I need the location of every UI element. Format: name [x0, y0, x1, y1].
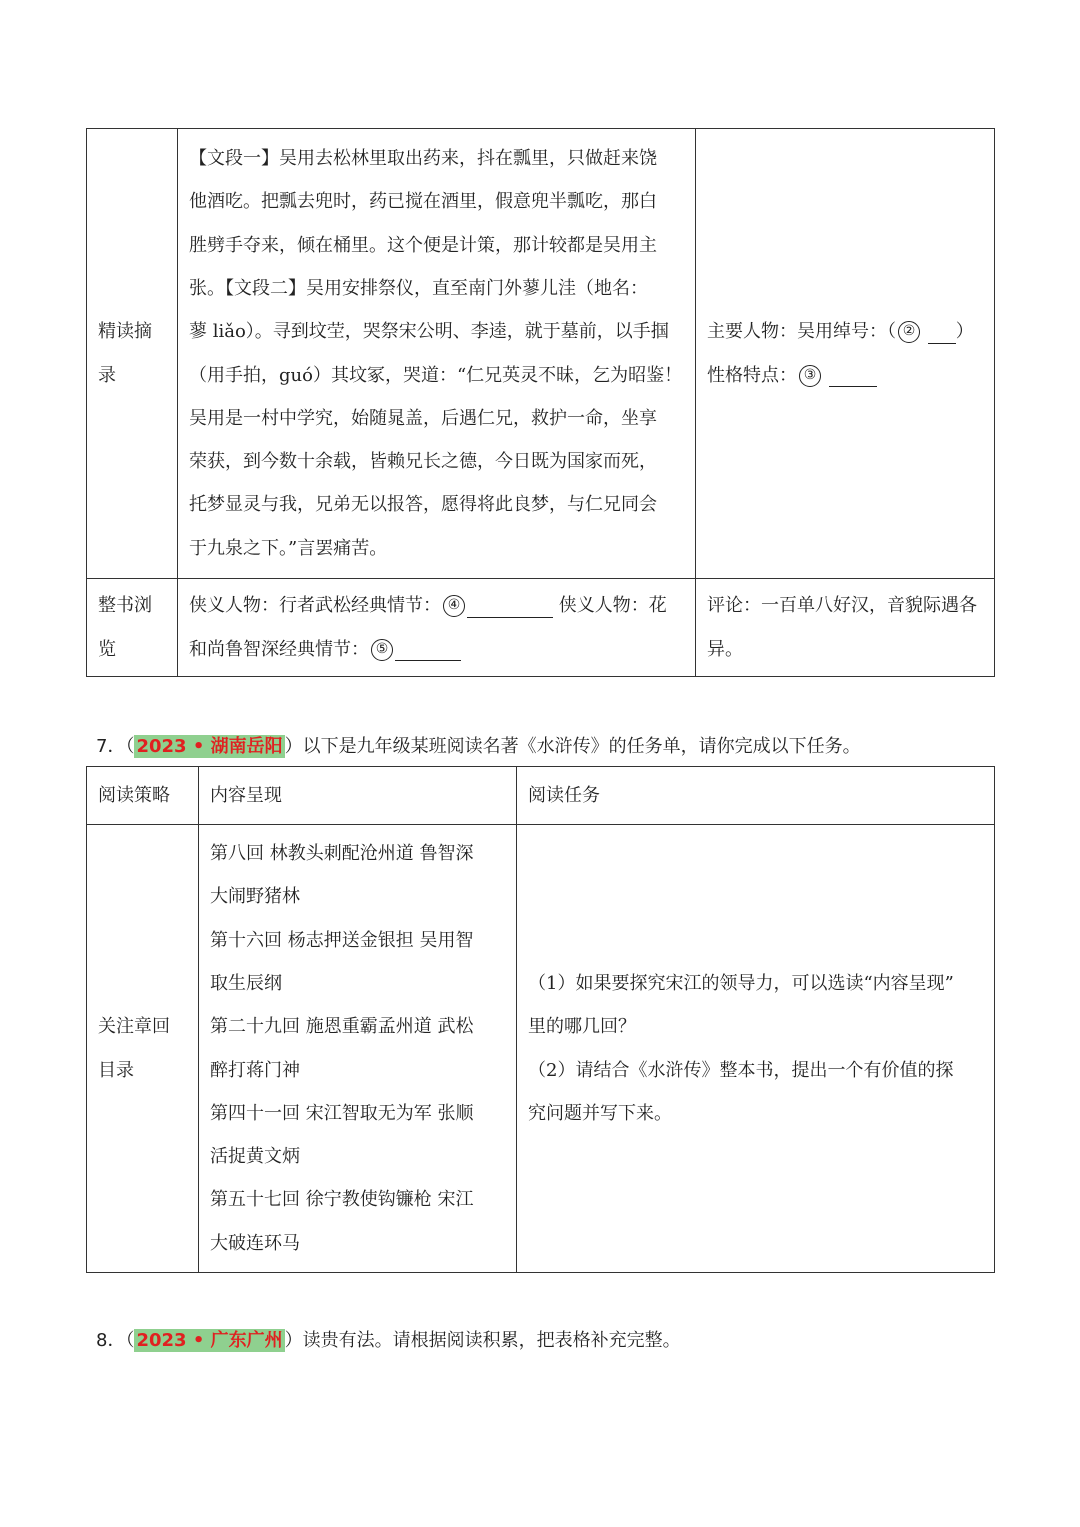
source-tag: 2023 • 湖南岳阳 — [136, 736, 283, 757]
excerpt-text: 【文段一】吴用去松林里取出药来，抖在瓢里，只做赶来饶 他酒吃。把瓢去兜时，药已搅在酒里，假意兜半瓢吃，那白 胜劈手夺来，倾在桶里。这个便是计策，那计较都是吴用主 张。【文段二】吴用安排祭仪，直至南门外蓼儿洼（地名： 蓼 liǎo）。寻到坟茔，哭祭宋公明、李逵，就于墓前，以手掴 （用手拍，guó）其坟冢，哭道：“仁兄英灵不昧，乞为昭鉴！ 吴用是一村中学究，始随晁盖，后遇仁兄，救护一命，坐享 荣获，到今数十余载，皆赖兄长之德，今日既为国家而死， 托梦显灵与我，兄弟无以报答，愿得将此良梦，与仁兄同会 于九泉之下。”言罢痛苦。 — [178, 129, 696, 579]
source-tag: 2023 • 广东广州 — [136, 1330, 283, 1351]
answer-blank[interactable] — [928, 321, 956, 344]
table-header-row — [87, 767, 995, 825]
circled-number: ② — [898, 321, 920, 343]
answer-blank[interactable] — [467, 595, 553, 618]
task-table — [86, 766, 995, 1273]
task-cell — [696, 129, 995, 579]
row-label: 整书浏 览 — [87, 579, 178, 677]
row-label: 精读摘 录 — [87, 129, 178, 579]
comment-cell: 评论：一百单八好汉，音貌际遇各 异。 — [696, 579, 995, 677]
column-header: 内容呈现 — [199, 767, 517, 825]
circled-number: ④ — [443, 595, 465, 617]
strategy-cell: 关注章回 目录 — [87, 825, 199, 1273]
trait-question: 性格特点： ③ — [707, 354, 983, 397]
question-7: 7．（ 2023 • 湖南岳阳 ）以下是九年级某班阅读名著《水浒传》的任务单，请你完成以下任务。 — [96, 736, 861, 757]
question-8: 8．（ 2023 • 广东广州 ）读贵有法。请根据阅读积累，把表格补充完整。 — [96, 1330, 681, 1351]
table-row — [87, 129, 995, 579]
reading-tasks: （1）如果要探究宋江的领导力，可以选读“内容呈现” 里的哪几回？ （2）请结合《水浒传》整本书，提出一个有价值的探 究问题并写下来。 — [517, 825, 995, 1273]
answer-blank[interactable] — [395, 638, 461, 661]
chapter-list: 第八回 林教头刺配沧州道 鲁智深 大闹野猪林 第十六回 杨志押送金银担 吴用智 取生辰纲 第二十九回 施恩重霸孟州道 武松 醉打蒋门神 第四十一回 宋江智取无为军 张顺 活捉黄文炳 第五十七回 徐宁教使钩镰枪 宋江 大破连环马 — [199, 825, 517, 1273]
answer-blank[interactable] — [829, 364, 877, 387]
circled-number: ⑤ — [371, 639, 393, 661]
nickname-question: 主要人物：吴用绰号：（ ② ） — [707, 321, 974, 343]
reading-table-1 — [86, 128, 995, 677]
column-header: 阅读任务 — [517, 767, 995, 825]
column-header: 阅读策略 — [87, 767, 199, 825]
table-row — [87, 579, 995, 677]
whole-book-cell: 侠义人物：行者武松经典情节： ④ 侠义人物：花 和尚鲁智深经典情节： ⑤ — [178, 579, 696, 677]
table-row — [87, 825, 995, 1273]
circled-number: ③ — [799, 365, 821, 387]
